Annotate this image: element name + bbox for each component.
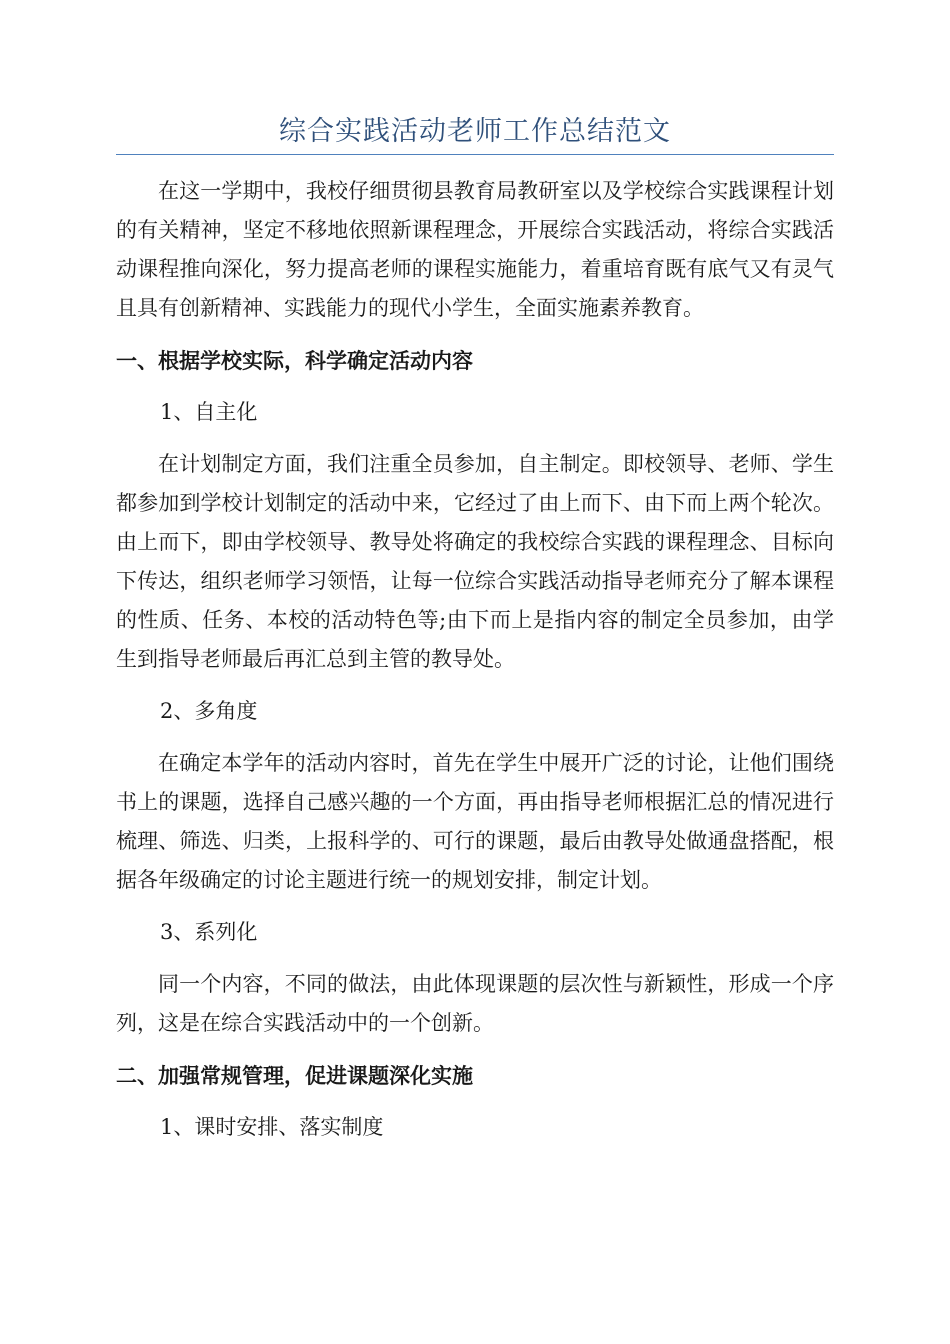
document-title: 综合实践活动老师工作总结范文 [279, 116, 671, 147]
paragraph-autonomy: 在计划制定方面，我们注重全员参加，自主制定。即校领导、老师、学生都参加到学校计划制定的活动中来，它经过了由上而下、由下而上两个轮次。由上而下，即由学校领导、教导处将确定的我校综合实践的课程理念、目标向下传达，组织老师学习领悟，让每一位综合实践活动指导老师充分了解本课程的性质、任务、本校的活动特色等;由下而上是指内容的制定全员参加，由学生到指导老师最后再汇总到主管的教导处。 [116, 452, 834, 671]
subheading-class-hours: 1、课时安排、落实制度 [160, 1115, 384, 1139]
paragraph-multi-angle: 在确定本学年的活动内容时，首先在学生中展开广泛的讨论，让他们围绕书上的课题，选择自己感兴趣的一个方面，再由指导老师根据汇总的情况进行梳理、筛选、归类，上报科学的、可行的课题，最后由教导处做通盘搭配，根据各年级确定的讨论主题进行统一的规划安排，制定计划。 [116, 751, 834, 892]
title-underline [116, 154, 834, 155]
section-heading-1: 一、根据学校实际，科学确定活动内容 [116, 348, 473, 373]
document-body [116, 172, 834, 1160]
section-heading-2: 二、加强常规管理，促进课题深化实施 [116, 1063, 473, 1088]
intro-paragraph: 在这一学期中，我校仔细贯彻县教育局教研室以及学校综合实践课程计划的有关精神，坚定不移地依照新课程理念，开展综合实践活动，将综合实践活动课程推向深化，努力提高老师的课程实施能力，着重培育既有底气又有灵气且具有创新精神、实践能力的现代小学生，全面实施素养教育。 [116, 179, 834, 320]
subheading-multi-angle: 2、多角度 [160, 699, 258, 723]
subheading-autonomy: 1、自主化 [160, 400, 258, 424]
subheading-serialization: 3、系列化 [160, 920, 258, 944]
paragraph-serialization: 同一个内容，不同的做法，由此体现课题的层次性与新颖性，形成一个序列，这是在综合实践活动中的一个创新。 [116, 972, 834, 1035]
